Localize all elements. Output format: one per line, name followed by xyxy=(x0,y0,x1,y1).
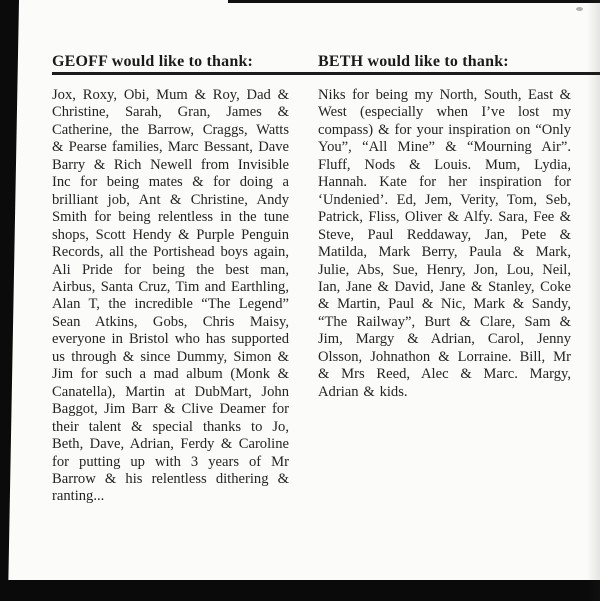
geoff-heading: GEOFF would like to thank: xyxy=(52,53,254,70)
geoff-thanks-text: Jox, Roxy, Obi, Mum & Roy, Dad & Christine, Sarah, Gran, James & Catherine, the Barrow, Craggs, Watts & Pearse families, Marc Bessant, Dave Barry & Rich Newell from Invisible Inc for being mates & for doing a brilliant job, Ant & Christine, Andy Smith for being relentless in the tune shops, Scott Hendy & Purple Penguin Records, all the Portishead boys again, Ali Pride for being the best man, Airbus, Santa Cruz, Tim and Earthling, Alan T, the incredible “The Legend” Sean Atkins, Gobs, Chris Maisy, everyone in Bristol who has supported us through & since Dummy, Simon & Jim for such a mad album (Monk & Canatella), Martin at DubMart, John Baggot, Jim Barr & Clive Deamer for their talent & special thanks to Jo, Beth, Dave, Adrian, Ferdy & Caroline for putting up with 3 years of Mr Barrow & his relentless dithering & ranting... xyxy=(52,87,289,505)
page-edge-right-shade xyxy=(587,0,600,601)
beth-heading: BETH would like to thank: xyxy=(318,53,509,70)
page-edge-top-line xyxy=(228,0,600,3)
beth-thanks-text: Niks for being my North, South, East & West (especially when I’ve lost my compass) & for your inspiration on “Only You”, “All Mine” & “Mourning Air”. Fluff, Nods & Louis. Mum, Lydia, Hannah. Kate for her inspiration for ‘Undenied’. Ed, Jem, Verity, Tom, Seb, Patrick, Fliss, Oliver & Alfy. Sara, Fee & Steve, Paul Reddaway, Jan, Pete & Matilda, Mark Berry, Paula & Mark, Julie, Abs, Sue, Henry, Jon, Lou, Neil, Ian, Jane & David, Jane & Stanley, Coke & Martin, Paul & Nic, Mark & Sandy, “The Railway”, Burt & Clare, Sam & Jim, Margy & Adrian, Carol, Jenny Olsson, Johnathon & Lorraine. Bill, Mr & Mrs Reed, Alec & Marc. Margy, Adrian & kids. xyxy=(318,87,571,400)
page-edge-bottom xyxy=(0,580,600,601)
header-rule xyxy=(52,72,600,75)
page-edge-left xyxy=(0,0,19,601)
scan-artifact-speck xyxy=(576,7,583,11)
